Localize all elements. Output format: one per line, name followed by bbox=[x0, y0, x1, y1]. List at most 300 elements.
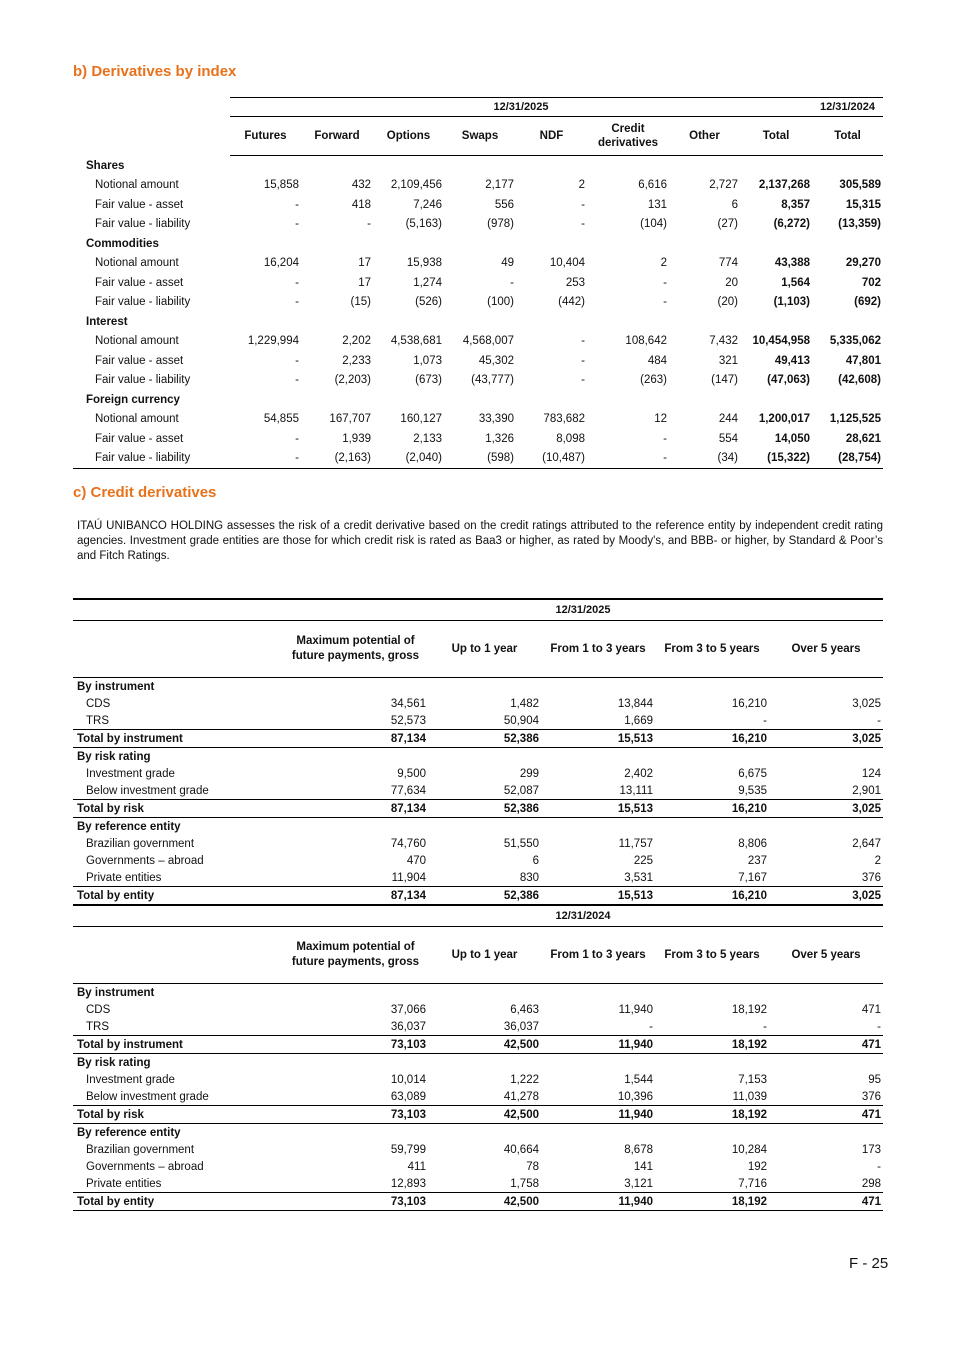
row-label: Investment grade bbox=[86, 1073, 175, 1086]
total-cell: 471 bbox=[769, 1036, 883, 1054]
table-row bbox=[73, 215, 883, 235]
group-row bbox=[73, 234, 883, 254]
row-label: Private entities bbox=[86, 871, 162, 884]
table-cell: (10,487) bbox=[516, 449, 587, 469]
column-header: From 1 to 3 years bbox=[541, 621, 655, 678]
table-cell: (27) bbox=[717, 218, 738, 231]
table-cell: 45,302 bbox=[478, 354, 514, 367]
table-cell: 18,192 bbox=[731, 1003, 767, 1016]
group-label: Commodities bbox=[86, 237, 159, 250]
table-cell: 16,204 bbox=[263, 257, 299, 270]
table-cell: 1,274 bbox=[413, 276, 442, 289]
table-cell: (47,063) bbox=[767, 374, 810, 387]
group-row bbox=[73, 1054, 883, 1072]
table-cell: (15) bbox=[350, 296, 371, 309]
table-row bbox=[73, 835, 883, 852]
row-label: Brazilian government bbox=[86, 837, 195, 850]
table-cell: 1,939 bbox=[342, 432, 371, 445]
total-label: Total by risk bbox=[73, 1106, 283, 1124]
table-cell: 77,634 bbox=[390, 784, 426, 797]
period-prior-header: 12/31/2024 bbox=[812, 98, 883, 117]
credit-derivatives-table-2024 bbox=[73, 904, 883, 1211]
table-cell: - bbox=[581, 354, 585, 367]
group-label: Shares bbox=[86, 159, 125, 172]
table-cell: - bbox=[295, 374, 299, 387]
column-header: Other bbox=[669, 117, 740, 156]
table-cell: 41,278 bbox=[503, 1090, 539, 1103]
column-header: Futures bbox=[230, 117, 301, 156]
table-cell: 9,500 bbox=[397, 767, 426, 780]
total-cell: 42,500 bbox=[428, 1036, 541, 1054]
group-row bbox=[73, 1124, 883, 1142]
total-label: Total by instrument bbox=[73, 1036, 283, 1054]
table-cell: - bbox=[295, 432, 299, 445]
table-cell: 1,482 bbox=[510, 697, 539, 710]
table-cell: 1,758 bbox=[510, 1177, 539, 1190]
table-cell: 2,727 bbox=[709, 179, 738, 192]
table-cell: 47,801 bbox=[845, 354, 881, 367]
table-cell: 1,544 bbox=[624, 1073, 653, 1086]
table-row bbox=[73, 449, 883, 469]
table-cell: - bbox=[581, 374, 585, 387]
table-cell: (263) bbox=[640, 374, 667, 387]
total-row bbox=[73, 730, 883, 748]
table-cell: (15,322) bbox=[740, 449, 812, 469]
total-cell: 3,025 bbox=[769, 887, 883, 905]
table-cell: (104) bbox=[640, 218, 667, 231]
total-cell: 52,386 bbox=[428, 730, 541, 748]
table-cell: (28,754) bbox=[812, 449, 883, 469]
table-row bbox=[73, 293, 883, 313]
table-cell: 12 bbox=[654, 413, 667, 426]
column-header: NDF bbox=[516, 117, 587, 156]
row-label: Governments – abroad bbox=[86, 1160, 204, 1173]
table-row bbox=[73, 429, 883, 449]
total-cell: 87,134 bbox=[283, 887, 428, 905]
table-cell: 52,087 bbox=[503, 784, 539, 797]
table-cell: 2,901 bbox=[852, 784, 881, 797]
table-cell: 37,066 bbox=[390, 1003, 426, 1016]
table-cell: 29,270 bbox=[845, 257, 881, 270]
table-cell: (526) bbox=[415, 296, 442, 309]
row-label: Fair value - asset bbox=[95, 198, 184, 211]
table-cell: 244 bbox=[718, 413, 738, 426]
table-cell: 63,089 bbox=[390, 1090, 426, 1103]
total-label: Total by risk bbox=[73, 800, 283, 818]
table-row bbox=[73, 1158, 883, 1175]
section-b-title: b) Derivatives by index bbox=[73, 63, 237, 80]
table-row bbox=[73, 176, 883, 196]
table-cell: 124 bbox=[861, 767, 881, 780]
table-cell: 15,938 bbox=[406, 257, 442, 270]
table-cell: - bbox=[295, 354, 299, 367]
total-cell: 42,500 bbox=[428, 1193, 541, 1211]
table-row bbox=[73, 1001, 883, 1018]
column-header: From 3 to 5 years bbox=[655, 621, 769, 678]
row-label: Notional amount bbox=[95, 413, 179, 426]
table-cell: - bbox=[763, 1020, 767, 1033]
group-label: By reference entity bbox=[77, 1126, 181, 1139]
table-cell: - bbox=[295, 276, 299, 289]
total-cell: 16,210 bbox=[655, 730, 769, 748]
group-label: Interest bbox=[86, 315, 128, 328]
table-cell: 471 bbox=[861, 1003, 881, 1016]
group-label: By instrument bbox=[77, 680, 155, 693]
total-cell: 15,513 bbox=[541, 730, 655, 748]
table-cell: 33,390 bbox=[478, 413, 514, 426]
table-row bbox=[73, 195, 883, 215]
table-cell: 1,222 bbox=[510, 1073, 539, 1086]
table-cell: 28,621 bbox=[845, 432, 881, 445]
row-label: Investment grade bbox=[86, 767, 175, 780]
table-cell: 3,025 bbox=[852, 697, 881, 710]
group-row bbox=[73, 312, 883, 332]
row-label: TRS bbox=[86, 1020, 109, 1033]
table-cell: 7,167 bbox=[738, 871, 767, 884]
row-label: Fair value - liability bbox=[95, 374, 191, 387]
table-cell: (2,163) bbox=[301, 449, 373, 469]
total-cell: 471 bbox=[769, 1193, 883, 1211]
table-cell: 14,050 bbox=[774, 432, 810, 445]
table-cell: 36,037 bbox=[503, 1020, 539, 1033]
row-label: Fair value - asset bbox=[95, 354, 184, 367]
table-row bbox=[73, 371, 883, 391]
table-cell: 774 bbox=[718, 257, 738, 270]
table-row bbox=[73, 273, 883, 293]
row-label: Brazilian government bbox=[86, 1143, 195, 1156]
page-number: F - 25 bbox=[849, 1255, 889, 1272]
table-cell: 6 bbox=[532, 854, 539, 867]
table-cell: (43,777) bbox=[471, 374, 514, 387]
total-cell: 11,940 bbox=[541, 1106, 655, 1124]
table-cell: (598) bbox=[444, 449, 516, 469]
table-cell: 2,402 bbox=[624, 767, 653, 780]
table-cell: 2,133 bbox=[413, 432, 442, 445]
total-cell: 15,513 bbox=[541, 800, 655, 818]
total-cell: 11,940 bbox=[541, 1036, 655, 1054]
table-cell: 10,454,958 bbox=[752, 335, 810, 348]
group-row bbox=[73, 748, 883, 766]
table-cell: - bbox=[295, 218, 299, 231]
table-cell: 376 bbox=[861, 1090, 881, 1103]
row-label: Fair value - liability bbox=[95, 296, 191, 309]
table-row bbox=[73, 782, 883, 800]
table-cell: 6,463 bbox=[510, 1003, 539, 1016]
total-label: Total by entity bbox=[73, 887, 283, 905]
group-label: By reference entity bbox=[77, 820, 181, 833]
table-cell: 411 bbox=[407, 1160, 426, 1173]
table-cell: 173 bbox=[861, 1143, 881, 1156]
column-header: Forward bbox=[301, 117, 373, 156]
group-row bbox=[73, 390, 883, 410]
row-label: Fair value - liability bbox=[95, 218, 191, 231]
table-cell: 131 bbox=[647, 198, 667, 211]
total-cell: 73,103 bbox=[283, 1106, 428, 1124]
group-row bbox=[73, 156, 883, 176]
period-current-header: 12/31/2025 bbox=[230, 98, 812, 117]
table-cell: (2,040) bbox=[373, 449, 444, 469]
table-cell: 17 bbox=[358, 257, 371, 270]
table-cell: 1,200,017 bbox=[758, 413, 810, 426]
table-cell: 108,642 bbox=[625, 335, 667, 348]
table-cell: - bbox=[295, 198, 299, 211]
table-row bbox=[73, 765, 883, 782]
total-row bbox=[73, 800, 883, 818]
table-cell: 11,940 bbox=[618, 1003, 653, 1016]
table-cell: (6,272) bbox=[773, 218, 810, 231]
total-cell: 52,386 bbox=[428, 800, 541, 818]
table-cell: 2,233 bbox=[342, 354, 371, 367]
table-cell: (1,103) bbox=[773, 296, 810, 309]
table-cell: 160,127 bbox=[400, 413, 442, 426]
group-label: Foreign currency bbox=[86, 393, 180, 406]
table-cell: (13,359) bbox=[838, 218, 881, 231]
table-cell: 40,664 bbox=[503, 1143, 539, 1156]
column-header: Up to 1 year bbox=[428, 621, 541, 678]
table-cell: (20) bbox=[717, 296, 738, 309]
table-cell: - bbox=[587, 449, 669, 469]
column-header: Credit derivatives bbox=[587, 117, 669, 156]
table-cell: - bbox=[295, 296, 299, 309]
table-cell: 13,844 bbox=[617, 697, 653, 710]
table-cell: 34,561 bbox=[390, 697, 426, 710]
table-cell: 15,858 bbox=[263, 179, 299, 192]
table-cell: 376 bbox=[861, 871, 881, 884]
table-cell: 484 bbox=[647, 354, 667, 367]
table-cell: (2,203) bbox=[334, 374, 371, 387]
table-cell: - bbox=[581, 218, 585, 231]
column-header: From 1 to 3 years bbox=[541, 927, 655, 984]
total-row bbox=[73, 1193, 883, 1211]
credit-derivatives-table-2025 bbox=[73, 598, 883, 905]
table-cell: 237 bbox=[747, 854, 767, 867]
row-label: Notional amount bbox=[95, 257, 179, 270]
table-cell: 6 bbox=[731, 198, 738, 211]
table-cell: - bbox=[230, 449, 301, 469]
row-label: Fair value - asset bbox=[95, 432, 184, 445]
total-cell: 18,192 bbox=[655, 1036, 769, 1054]
table-cell: 15,315 bbox=[845, 198, 881, 211]
table-row bbox=[73, 351, 883, 371]
table-cell: 1,669 bbox=[624, 714, 653, 727]
total-cell: 18,192 bbox=[655, 1193, 769, 1211]
total-cell: 3,025 bbox=[769, 800, 883, 818]
table-cell: 20 bbox=[725, 276, 738, 289]
table-cell: - bbox=[367, 218, 371, 231]
period-header: 12/31/2024 bbox=[283, 905, 883, 927]
table-cell: 7,153 bbox=[738, 1073, 767, 1086]
table-cell: 10,396 bbox=[617, 1090, 653, 1103]
table-cell: 12,893 bbox=[390, 1177, 426, 1190]
table-row bbox=[73, 1018, 883, 1036]
column-header: From 3 to 5 years bbox=[655, 927, 769, 984]
table-cell: 13,111 bbox=[619, 784, 653, 797]
group-label: By risk rating bbox=[77, 750, 151, 763]
table-cell: 7,246 bbox=[413, 198, 442, 211]
table-cell: 2 bbox=[578, 179, 585, 192]
row-label: Notional amount bbox=[95, 335, 179, 348]
total-cell: 15,513 bbox=[541, 887, 655, 905]
row-label: Governments – abroad bbox=[86, 854, 204, 867]
column-header: Swaps bbox=[444, 117, 516, 156]
table-cell: 11,039 bbox=[732, 1090, 767, 1103]
table-cell: 10,284 bbox=[731, 1143, 767, 1156]
table-cell: 1,073 bbox=[413, 354, 442, 367]
table-cell: 2,647 bbox=[852, 837, 881, 850]
table-cell: 298 bbox=[861, 1177, 881, 1190]
group-label: By instrument bbox=[77, 986, 155, 999]
column-header: Total bbox=[812, 117, 883, 156]
table-cell: 49 bbox=[501, 257, 514, 270]
table-row bbox=[73, 1088, 883, 1106]
table-cell: 43,388 bbox=[774, 257, 810, 270]
table-cell: 2 bbox=[874, 854, 881, 867]
table-row bbox=[73, 1175, 883, 1193]
table-cell: 432 bbox=[351, 179, 371, 192]
table-cell: 17 bbox=[358, 276, 371, 289]
table-cell: (100) bbox=[487, 296, 514, 309]
table-cell: 418 bbox=[351, 198, 371, 211]
row-label: Below investment grade bbox=[86, 784, 209, 797]
table-row bbox=[73, 254, 883, 274]
table-cell: 10,404 bbox=[549, 257, 585, 270]
total-cell: 471 bbox=[769, 1106, 883, 1124]
table-cell: 51,550 bbox=[503, 837, 539, 850]
total-cell: 42,500 bbox=[428, 1106, 541, 1124]
table-cell: 192 bbox=[747, 1160, 767, 1173]
table-cell: 167,707 bbox=[329, 413, 371, 426]
table-cell: (692) bbox=[854, 296, 881, 309]
table-cell: 6,675 bbox=[738, 767, 767, 780]
table-cell: 9,535 bbox=[738, 784, 767, 797]
total-label: Total by entity bbox=[73, 1193, 283, 1211]
table-cell: 299 bbox=[519, 767, 539, 780]
total-cell: 73,103 bbox=[283, 1193, 428, 1211]
table-cell: (42,608) bbox=[838, 374, 881, 387]
table-cell: 36,037 bbox=[390, 1020, 426, 1033]
table-cell: - bbox=[581, 198, 585, 211]
table-cell: 7,432 bbox=[709, 335, 738, 348]
table-cell: 830 bbox=[519, 871, 539, 884]
row-label: CDS bbox=[86, 1003, 111, 1016]
table-cell: - bbox=[510, 276, 514, 289]
table-cell: 11,757 bbox=[618, 837, 653, 850]
column-header: Options bbox=[373, 117, 444, 156]
table-cell: 74,760 bbox=[390, 837, 426, 850]
table-cell: 253 bbox=[565, 276, 585, 289]
table-cell: 470 bbox=[406, 854, 426, 867]
table-cell: 16,210 bbox=[731, 697, 767, 710]
table-cell: 6,616 bbox=[638, 179, 667, 192]
table-cell: 8,098 bbox=[556, 432, 585, 445]
group-row bbox=[73, 818, 883, 836]
table-cell: 2,202 bbox=[342, 335, 371, 348]
total-cell: 87,134 bbox=[283, 730, 428, 748]
table-cell: 321 bbox=[718, 354, 738, 367]
table-cell: - bbox=[877, 1020, 881, 1033]
table-cell: 4,568,007 bbox=[462, 335, 514, 348]
total-row bbox=[73, 887, 883, 905]
total-cell: 52,386 bbox=[428, 887, 541, 905]
table-cell: 556 bbox=[494, 198, 514, 211]
row-label: Notional amount bbox=[95, 179, 179, 192]
credit-derivatives-paragraph: ITAÚ UNIBANCO HOLDING assesses the risk of a credit derivative based on the credit ratings attributed to the reference entity by independent credit rating agencies. Investment grade entities are those for which credit risk is rated as Baa3 or higher, as rated by Moody's, and BBB- or higher, by Standard & Poor’s and Fitch Ratings. bbox=[77, 520, 883, 562]
table-cell: 10,014 bbox=[390, 1073, 426, 1086]
table-cell: 225 bbox=[633, 854, 653, 867]
table-cell: 2,109,456 bbox=[390, 179, 442, 192]
total-cell: 16,210 bbox=[655, 800, 769, 818]
table-row bbox=[73, 712, 883, 730]
table-cell: (978) bbox=[487, 218, 514, 231]
table-cell: (34) bbox=[669, 449, 740, 469]
total-row bbox=[73, 1106, 883, 1124]
total-cell: 73,103 bbox=[283, 1036, 428, 1054]
column-header: Over 5 years bbox=[769, 621, 883, 678]
table-cell: 3,531 bbox=[624, 871, 653, 884]
section-c-title: c) Credit derivatives bbox=[73, 484, 217, 501]
table-cell: (147) bbox=[711, 374, 738, 387]
table-cell: 702 bbox=[861, 276, 881, 289]
table-cell: 141 bbox=[633, 1160, 653, 1173]
table-cell: 78 bbox=[526, 1160, 539, 1173]
table-row bbox=[73, 1141, 883, 1158]
table-cell: 95 bbox=[868, 1073, 881, 1086]
column-header: Total bbox=[740, 117, 812, 156]
table-cell: 5,335,062 bbox=[829, 335, 881, 348]
table-cell: - bbox=[663, 296, 667, 309]
table-cell: 49,413 bbox=[774, 354, 810, 367]
group-label: By risk rating bbox=[77, 1056, 151, 1069]
table-cell: - bbox=[649, 1020, 653, 1033]
table-cell: 783,682 bbox=[543, 413, 585, 426]
total-cell: 16,210 bbox=[655, 887, 769, 905]
total-label: Total by instrument bbox=[73, 730, 283, 748]
table-cell: 1,229,994 bbox=[247, 335, 299, 348]
table-row bbox=[73, 852, 883, 869]
table-row bbox=[73, 332, 883, 352]
derivatives-by-index-table bbox=[73, 97, 883, 469]
table-cell: 1,326 bbox=[485, 432, 514, 445]
table-cell: 7,716 bbox=[738, 1177, 767, 1190]
table-cell: - bbox=[877, 714, 881, 727]
table-cell: 1,125,525 bbox=[829, 413, 881, 426]
table-cell: 52,573 bbox=[390, 714, 426, 727]
row-label: Fair value - liability bbox=[73, 449, 230, 469]
table-row bbox=[73, 1071, 883, 1088]
table-cell: 4,538,681 bbox=[390, 335, 442, 348]
table-cell: (673) bbox=[415, 374, 442, 387]
total-cell: 3,025 bbox=[769, 730, 883, 748]
table-cell: 8,678 bbox=[624, 1143, 653, 1156]
table-cell: 8,357 bbox=[781, 198, 810, 211]
period-header: 12/31/2025 bbox=[283, 599, 883, 621]
column-header: Maximum potential of future payments, gross bbox=[283, 621, 428, 678]
column-header: Maximum potential of future payments, gross bbox=[283, 927, 428, 984]
table-cell: 2,137,268 bbox=[758, 179, 810, 192]
table-cell: 3,121 bbox=[624, 1177, 653, 1190]
table-cell: (5,163) bbox=[405, 218, 442, 231]
table-cell: 554 bbox=[718, 432, 738, 445]
row-label: Below investment grade bbox=[86, 1090, 209, 1103]
table-row bbox=[73, 410, 883, 430]
table-cell: - bbox=[663, 276, 667, 289]
total-cell: 87,134 bbox=[283, 800, 428, 818]
row-label: CDS bbox=[86, 697, 111, 710]
row-label: Private entities bbox=[86, 1177, 162, 1190]
table-cell: - bbox=[581, 335, 585, 348]
table-cell: 59,799 bbox=[390, 1143, 426, 1156]
total-cell: 18,192 bbox=[655, 1106, 769, 1124]
